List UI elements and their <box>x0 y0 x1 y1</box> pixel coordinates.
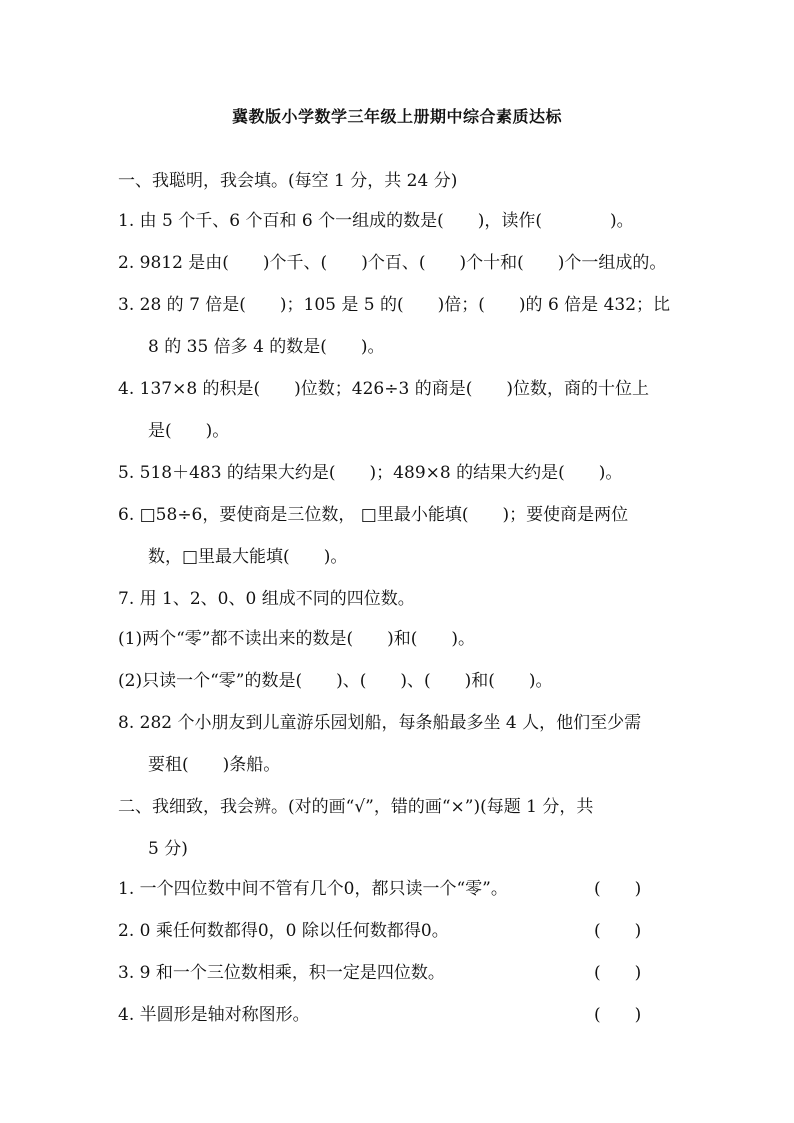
question-6: 6. □58÷6，要使商是三位数， □里最小能填( )；要使商是两位 <box>118 505 629 525</box>
judge-item-4: 4. 半圆形是轴对称图形。 <box>118 1005 310 1025</box>
judge-answer-blank-3: ( ) <box>594 963 642 983</box>
question-5: 5. 518＋483 的结果大约是( )；489×8 的结果大约是( )。 <box>118 463 623 483</box>
question-3-cont: 8 的 35 倍多 4 的数是( )。 <box>148 337 385 357</box>
judge-item-1: 1. 一个四位数中间不管有几个0，都只读一个“零”。 <box>118 879 508 899</box>
section-2-heading-cont: 5 分) <box>148 839 188 859</box>
question-7: 7. 用 1、2、0、0 组成不同的四位数。 <box>118 589 415 609</box>
question-4: 4. 137×8 的积是( )位数；426÷3 的商是( )位数，商的十位上 <box>118 379 649 399</box>
judge-item-2: 2. 0 乘任何数都得0，0 除以任何数都得0。 <box>118 921 449 941</box>
section-2-heading: 二、我细致，我会辨。(对的画“√”，错的画“×”)(每题 1 分，共 <box>118 797 594 817</box>
judge-item-3: 3. 9 和一个三位数相乘，积一定是四位数。 <box>118 963 445 983</box>
question-6-cont: 数，□里最大能填( )。 <box>148 547 348 567</box>
question-1: 1. 由 5 个千、6 个百和 6 个一组成的数是( )，读作( )。 <box>118 211 634 231</box>
question-8-cont: 要租( )条船。 <box>148 755 281 775</box>
section-1-heading: 一、我聪明，我会填。(每空 1 分，共 24 分) <box>118 171 458 191</box>
question-3: 3. 28 的 7 倍是( )；105 是 5 的( )倍；( )的 6 倍是 432；比 <box>118 295 671 315</box>
question-2: 2. 9812 是由( )个千、( )个百、( )个十和( )个一组成的。 <box>118 253 667 273</box>
page-title: 冀教版小学数学三年级上册期中综合素质达标 <box>231 107 562 126</box>
question-8: 8. 282 个小朋友到儿童游乐园划船，每条船最多坐 4 人，他们至少需 <box>118 713 642 733</box>
question-7-part-2: (2)只读一个“零”的数是( )、( )、( )和( )。 <box>118 671 553 691</box>
judge-answer-blank-4: ( ) <box>594 1005 642 1025</box>
judge-answer-blank-1: ( ) <box>594 879 642 899</box>
question-4-cont: 是( )。 <box>148 421 230 441</box>
question-7-part-1: (1)两个“零”都不读出来的数是( )和( )。 <box>118 629 475 649</box>
judge-answer-blank-2: ( ) <box>594 921 642 941</box>
